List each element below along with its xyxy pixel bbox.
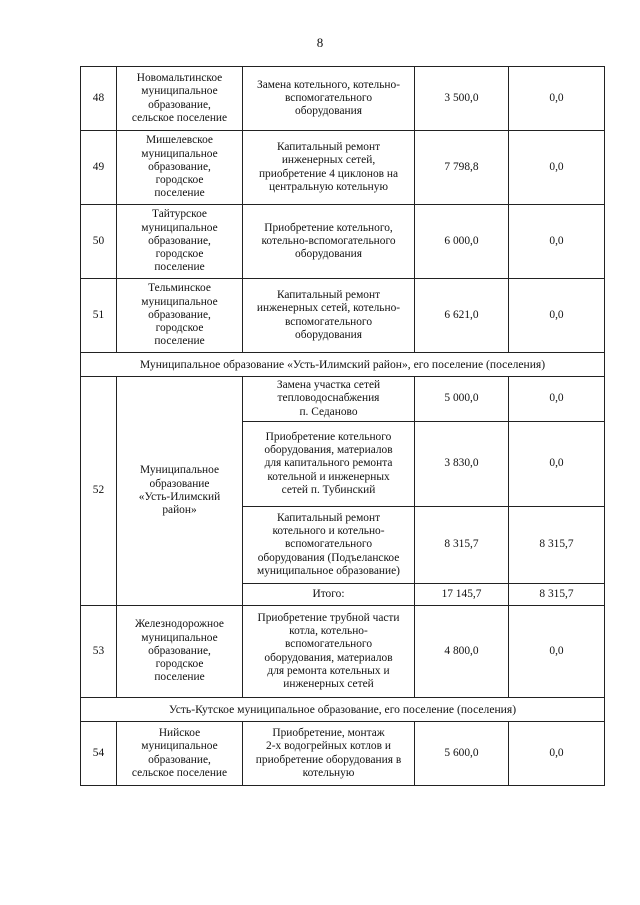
municipality-cell: Мишелевское муниципальное образование, городское поселение [117,131,243,205]
extra-amount-cell: 0,0 [509,606,605,698]
municipality-cell: Муниципальное образование «Усть-Илимский район» [117,377,243,606]
table-row [81,377,605,422]
table-row [81,722,605,786]
municipality-cell: Тельминское муниципальное образование, городское поселение [117,279,243,353]
section-row [81,698,605,722]
work-description-cell: Капитальный ремонт инженерных сетей, котельно- вспомогательного оборудования [243,279,415,353]
work-description-cell: Приобретение котельного оборудования, материалов для капитального ремонта котельной и инженерных сетей п. Тубинский [243,422,415,507]
table-row [81,67,605,131]
row-number: 54 [81,722,117,786]
section-heading: Муниципальное образование «Усть-Илимский район», его поселение (поселения) [81,353,605,377]
municipality-cell: Новомальтинское муниципальное образование, сельское поселение [117,67,243,131]
work-description-cell: Капитальный ремонт котельного и котельно- вспомогательного оборудования (Подъеланское муниципальное образование) [243,507,415,584]
row-number: 49 [81,131,117,205]
work-description-cell: Капитальный ремонт инженерных сетей, приобретение 4 циклонов на центральную котельную [243,131,415,205]
extra-amount-cell: 0,0 [509,279,605,353]
total-label: Итого: [243,584,415,606]
amount-cell: 3 830,0 [415,422,509,507]
amount-cell: 4 800,0 [415,606,509,698]
amount-cell: 5 600,0 [415,722,509,786]
extra-amount-cell: 0,0 [509,131,605,205]
work-description-cell: Приобретение котельного, котельно-вспомогательного оборудования [243,205,415,279]
extra-amount-cell: 0,0 [509,377,605,422]
extra-amount-cell: 0,0 [509,422,605,507]
extra-amount-cell: 0,0 [509,722,605,786]
page-number: 8 [316,35,324,50]
row-number: 53 [81,606,117,698]
work-description-cell: Замена участка сетей тепловодоснабжения п. Седаново [243,377,415,422]
amount-cell: 3 500,0 [415,67,509,131]
table-row [81,606,605,698]
municipality-cell: Нийское муниципальное образование, сельское поселение [117,722,243,786]
work-description-cell: Замена котельного, котельно- вспомогательного оборудования [243,67,415,131]
row-number: 48 [81,67,117,131]
amount-cell: 6 621,0 [415,279,509,353]
municipality-cell: Тайтурское муниципальное образование, городское поселение [117,205,243,279]
table-row [81,205,605,279]
row-number: 50 [81,205,117,279]
row-number: 52 [81,377,117,606]
municipality-cell: Железнодорожное муниципальное образование, городское поселение [117,606,243,698]
work-description-cell: Приобретение трубной части котла, котельно- вспомогательного оборудования, материалов для ремонта котельных и инженерных сетей [243,606,415,698]
section-row [81,353,605,377]
extra-amount-cell: 8 315,7 [509,507,605,584]
total-amount: 17 145,7 [415,584,509,606]
table-row [81,131,605,205]
total-extra-amount: 8 315,7 [509,584,605,606]
extra-amount-cell: 0,0 [509,205,605,279]
funding-table [80,66,605,786]
work-description-cell: Приобретение, монтаж 2-х водогрейных котлов и приобретение оборудования в котельную [243,722,415,786]
amount-cell: 7 798,8 [415,131,509,205]
table-row [81,279,605,353]
amount-cell: 8 315,7 [415,507,509,584]
extra-amount-cell: 0,0 [509,67,605,131]
amount-cell: 5 000,0 [415,377,509,422]
row-number: 51 [81,279,117,353]
amount-cell: 6 000,0 [415,205,509,279]
section-heading: Усть-Кутское муниципальное образование, его поселение (поселения) [81,698,605,722]
